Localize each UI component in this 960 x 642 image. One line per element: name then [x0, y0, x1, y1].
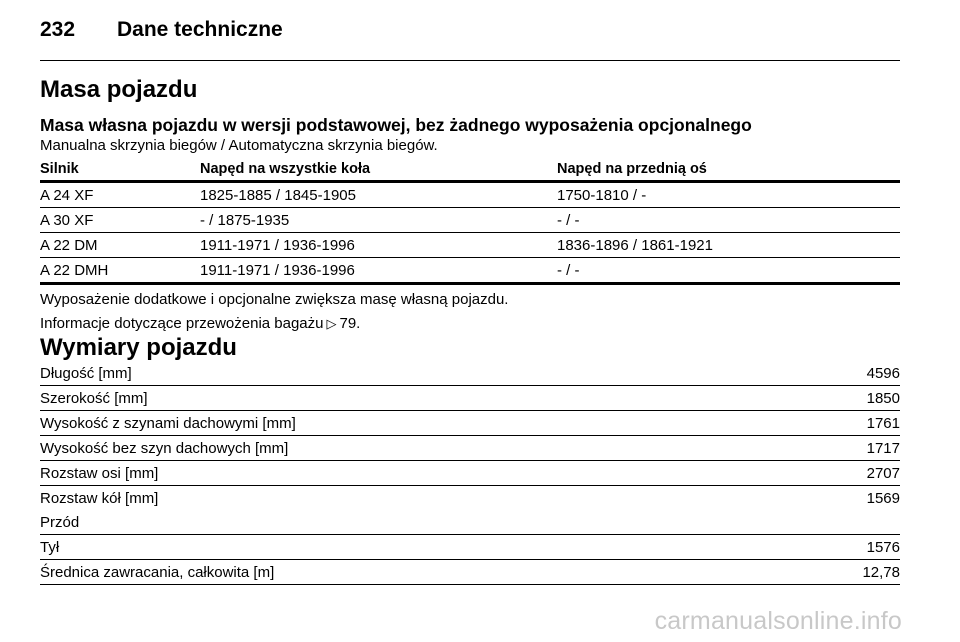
watermark: carmanualsonline.info [654, 607, 902, 635]
dim-value: 4596 [866, 365, 900, 382]
engine-cell: A 30 XF [40, 212, 94, 229]
engine-cell: A 22 DM [40, 237, 98, 254]
table-row [40, 486, 900, 534]
table-row [40, 183, 900, 208]
table-row [40, 436, 900, 461]
mass-table-header [40, 157, 900, 183]
col-fwd: Napęd na przednią oś [557, 161, 707, 177]
luggage-note-text: Informacje dotyczące przewożenia bagażu [40, 315, 324, 332]
dim-value: 1569 [866, 490, 900, 507]
section-title: Dane techniczne [117, 18, 283, 41]
fwd-cell: - / - [557, 212, 580, 229]
transmission-caption: Manualna skrzynia biegów / Automatyczna skrzynia biegów. [40, 137, 438, 154]
dim-value: 1761 [866, 415, 900, 432]
engine-cell: A 22 DMH [40, 262, 109, 279]
dim-value: 1850 [866, 390, 900, 407]
table-row [40, 361, 900, 386]
dim-value: 1717 [866, 440, 900, 457]
table-row [40, 461, 900, 486]
table-row [40, 208, 900, 233]
engine-cell: A 24 XF [40, 187, 94, 204]
dim-label: Wysokość bez szyn dachowych [mm] [40, 440, 289, 457]
dimensions-heading: Wymiary pojazdu [40, 334, 237, 361]
vehicle-mass-heading: Masa pojazdu [40, 76, 198, 103]
fwd-cell: 1836-1896 / 1861-1921 [557, 237, 713, 254]
awd-cell: 1911-1971 / 1936-1996 [200, 262, 355, 279]
table-row [40, 233, 900, 258]
luggage-note [40, 315, 360, 332]
luggage-note-page[interactable]: 79. [339, 315, 361, 332]
fwd-cell: - / - [557, 262, 580, 279]
header-divider [40, 60, 900, 61]
fwd-cell: 1750-1810 / - [557, 187, 647, 204]
awd-cell: - / 1875-1935 [200, 212, 290, 229]
optional-equipment-note: Wyposażenie dodatkowe i opcjonalne zwiększa masę własną pojazdu. [40, 291, 509, 308]
table-row [40, 534, 900, 560]
dim-value: 12,78 [862, 564, 900, 581]
table-row [40, 560, 900, 585]
col-awd: Napęd na wszystkie koła [200, 161, 371, 177]
dim-value: 1576 [866, 539, 900, 556]
dim-label: Szerokość [mm] [40, 390, 148, 407]
reference-arrow-icon: ▷ [326, 316, 337, 331]
col-engine: Silnik [40, 161, 79, 177]
dim-label: Rozstaw kół [mm] [40, 490, 159, 507]
table-row [40, 258, 900, 285]
dim-label: Długość [mm] [40, 365, 132, 382]
dim-label: Średnica zawracania, całkowita [m] [40, 564, 275, 581]
mass-table [40, 157, 900, 285]
awd-cell: 1911-1971 / 1936-1996 [200, 237, 355, 254]
dim-label: Tył [40, 539, 60, 556]
dim-sublabel: Przód [40, 514, 80, 531]
dimensions-table [40, 361, 900, 585]
curb-weight-subheading: Masa własna pojazdu w wersji podstawowej, bez żadnego wyposażenia opcjonalnego [40, 115, 752, 135]
page-number: 232 [40, 18, 76, 41]
dim-label: Wysokość z szynami dachowymi [mm] [40, 415, 296, 432]
page-header [40, 18, 900, 46]
dim-value: 2707 [866, 465, 900, 482]
awd-cell: 1825-1885 / 1845-1905 [200, 187, 356, 204]
table-row [40, 411, 900, 436]
dim-label: Rozstaw osi [mm] [40, 465, 159, 482]
table-row [40, 386, 900, 411]
